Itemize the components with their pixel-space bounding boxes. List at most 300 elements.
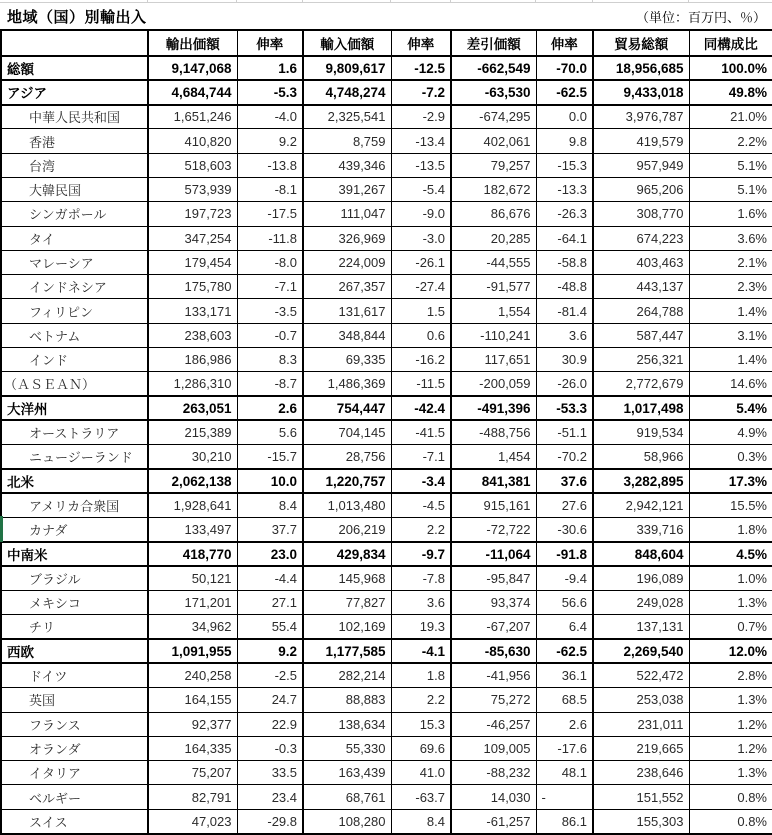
cell[interactable]: 48.1 [536, 761, 593, 785]
cell[interactable]: 75,272 [451, 688, 536, 712]
column-header[interactable]: 伸率 [391, 30, 451, 56]
cell[interactable]: 1.3% [689, 761, 772, 785]
cell[interactable]: 957,949 [593, 153, 689, 177]
cell[interactable]: -70.0 [536, 56, 593, 80]
cell[interactable]: -12.5 [391, 56, 451, 80]
cell[interactable]: 68.5 [536, 688, 593, 712]
cell[interactable]: 848,604 [593, 542, 689, 566]
cell[interactable]: 1.3% [689, 688, 772, 712]
cell[interactable]: 0.6 [391, 323, 451, 347]
cell[interactable]: -29.8 [237, 809, 303, 833]
cell[interactable]: -7.2 [391, 80, 451, 104]
cell[interactable]: 2.6 [237, 396, 303, 420]
cell[interactable]: 2.2 [391, 688, 451, 712]
cell[interactable]: 37.6 [536, 469, 593, 493]
cell[interactable]: -11.8 [237, 226, 303, 250]
cell[interactable]: 102,169 [303, 615, 391, 639]
cell[interactable]: 253,038 [593, 688, 689, 712]
cell[interactable]: 14.6% [689, 372, 772, 396]
cell[interactable]: 348,844 [303, 323, 391, 347]
cell[interactable]: 2.2% [689, 129, 772, 153]
row-label[interactable]: アメリカ合衆国 [1, 493, 148, 517]
cell[interactable]: -7.8 [391, 566, 451, 590]
cell[interactable]: 1.4% [689, 348, 772, 372]
cell[interactable]: 117,651 [451, 348, 536, 372]
row-label[interactable]: カナダ [1, 518, 148, 542]
cell[interactable]: 1.6 [237, 56, 303, 80]
cell[interactable]: 5.1% [689, 177, 772, 201]
cell[interactable]: 5.6 [237, 420, 303, 444]
row-label[interactable]: 香港 [1, 129, 148, 153]
cell[interactable]: 587,447 [593, 323, 689, 347]
cell[interactable]: 2,942,121 [593, 493, 689, 517]
cell[interactable]: 34,962 [148, 615, 237, 639]
cell[interactable]: 2,325,541 [303, 105, 391, 129]
column-header[interactable]: 差引価額 [451, 30, 536, 56]
row-label[interactable]: （ＡＳＥＡＮ） [1, 372, 148, 396]
cell[interactable]: -7.1 [391, 445, 451, 469]
cell[interactable]: 1,651,246 [148, 105, 237, 129]
cell[interactable]: -64.1 [536, 226, 593, 250]
cell[interactable]: 965,206 [593, 177, 689, 201]
cell[interactable]: -27.4 [391, 275, 451, 299]
cell[interactable]: -26.1 [391, 250, 451, 274]
cell[interactable]: -91,577 [451, 275, 536, 299]
cell[interactable]: 175,780 [148, 275, 237, 299]
cell[interactable]: -81.4 [536, 299, 593, 323]
cell[interactable]: 163,439 [303, 761, 391, 785]
cell[interactable]: 2.8% [689, 663, 772, 687]
cell[interactable]: 1,554 [451, 299, 536, 323]
cell[interactable]: -488,756 [451, 420, 536, 444]
cell[interactable]: -5.3 [237, 80, 303, 104]
cell[interactable]: 14,030 [451, 785, 536, 809]
cell[interactable]: 8.4 [391, 809, 451, 833]
cell[interactable]: -0.7 [237, 323, 303, 347]
cell[interactable]: 8.4 [237, 493, 303, 517]
cell[interactable]: 2.1% [689, 250, 772, 274]
cell[interactable]: 522,472 [593, 663, 689, 687]
cell[interactable]: 56.6 [536, 591, 593, 615]
cell[interactable]: 1,017,498 [593, 396, 689, 420]
cell[interactable]: 391,267 [303, 177, 391, 201]
column-header[interactable]: 伸率 [237, 30, 303, 56]
cell[interactable]: -41,956 [451, 663, 536, 687]
cell[interactable]: 3,282,895 [593, 469, 689, 493]
cell[interactable]: 1.8% [689, 518, 772, 542]
cell[interactable]: -46,257 [451, 712, 536, 736]
cell[interactable]: 3,976,787 [593, 105, 689, 129]
row-label[interactable]: インド [1, 348, 148, 372]
row-label[interactable]: タイ [1, 226, 148, 250]
cell[interactable]: 419,579 [593, 129, 689, 153]
cell[interactable]: -2.9 [391, 105, 451, 129]
column-header[interactable]: 輸入価額 [303, 30, 391, 56]
cell[interactable]: 133,497 [148, 518, 237, 542]
column-header[interactable]: 貿易総額 [593, 30, 689, 56]
cell[interactable]: 1.4% [689, 299, 772, 323]
cell[interactable]: 1,013,480 [303, 493, 391, 517]
cell[interactable]: 23.4 [237, 785, 303, 809]
cell[interactable]: 36.1 [536, 663, 593, 687]
column-header[interactable]: 伸率 [536, 30, 593, 56]
row-label[interactable]: 西欧 [1, 639, 148, 663]
cell[interactable]: - [536, 785, 593, 809]
cell[interactable]: -17.5 [237, 202, 303, 226]
cell[interactable]: 47,023 [148, 809, 237, 833]
cell[interactable]: 410,820 [148, 129, 237, 153]
cell[interactable]: 439,346 [303, 153, 391, 177]
cell[interactable]: -3.4 [391, 469, 451, 493]
cell[interactable]: 69,335 [303, 348, 391, 372]
cell[interactable]: 171,201 [148, 591, 237, 615]
cell[interactable]: 41.0 [391, 761, 451, 785]
cell[interactable]: 2,062,138 [148, 469, 237, 493]
cell[interactable]: -42.4 [391, 396, 451, 420]
cell[interactable]: 249,028 [593, 591, 689, 615]
cell[interactable]: 68,761 [303, 785, 391, 809]
cell[interactable]: 219,665 [593, 736, 689, 760]
cell[interactable]: 915,161 [451, 493, 536, 517]
cell[interactable]: 9.2 [237, 129, 303, 153]
cell[interactable]: 238,603 [148, 323, 237, 347]
column-header[interactable]: 輸出価額 [148, 30, 237, 56]
cell[interactable]: 55,330 [303, 736, 391, 760]
row-label[interactable]: ベルギー [1, 785, 148, 809]
cell[interactable]: -662,549 [451, 56, 536, 80]
cell[interactable]: -110,241 [451, 323, 536, 347]
cell[interactable]: 418,770 [148, 542, 237, 566]
cell[interactable]: 8.3 [237, 348, 303, 372]
cell[interactable]: 402,061 [451, 129, 536, 153]
cell[interactable]: 9,809,617 [303, 56, 391, 80]
cell[interactable]: 111,047 [303, 202, 391, 226]
cell[interactable]: -200,059 [451, 372, 536, 396]
cell[interactable]: -58.8 [536, 250, 593, 274]
cell[interactable]: 17.3% [689, 469, 772, 493]
cell[interactable]: 573,939 [148, 177, 237, 201]
cell[interactable]: -13.4 [391, 129, 451, 153]
cell[interactable]: -13.8 [237, 153, 303, 177]
cell[interactable]: 55.4 [237, 615, 303, 639]
cell[interactable]: 75,207 [148, 761, 237, 785]
cell[interactable]: -11,064 [451, 542, 536, 566]
cell[interactable]: 155,303 [593, 809, 689, 833]
cell[interactable]: -4.4 [237, 566, 303, 590]
row-label[interactable]: オランダ [1, 736, 148, 760]
cell[interactable]: -72,722 [451, 518, 536, 542]
cell[interactable]: -3.0 [391, 226, 451, 250]
cell[interactable]: 151,552 [593, 785, 689, 809]
cell[interactable]: -53.3 [536, 396, 593, 420]
cell[interactable]: 919,534 [593, 420, 689, 444]
cell[interactable]: 1,486,369 [303, 372, 391, 396]
row-label[interactable]: マレーシア [1, 250, 148, 274]
cell[interactable]: -62.5 [536, 80, 593, 104]
cell[interactable]: -30.6 [536, 518, 593, 542]
cell[interactable]: 754,447 [303, 396, 391, 420]
cell[interactable]: 2,269,540 [593, 639, 689, 663]
cell[interactable]: 282,214 [303, 663, 391, 687]
cell[interactable]: 308,770 [593, 202, 689, 226]
cell[interactable]: 69.6 [391, 736, 451, 760]
row-label[interactable]: スイス [1, 809, 148, 833]
cell[interactable]: 0.0 [536, 105, 593, 129]
cell[interactable]: 86.1 [536, 809, 593, 833]
cell[interactable]: 12.0% [689, 639, 772, 663]
cell[interactable]: 1.2% [689, 712, 772, 736]
row-label[interactable]: ブラジル [1, 566, 148, 590]
cell[interactable]: 131,617 [303, 299, 391, 323]
cell[interactable]: -15.7 [237, 445, 303, 469]
cell[interactable]: 179,454 [148, 250, 237, 274]
cell[interactable]: 403,463 [593, 250, 689, 274]
cell[interactable]: -674,295 [451, 105, 536, 129]
cell[interactable]: 2,772,679 [593, 372, 689, 396]
cell[interactable]: 5.1% [689, 153, 772, 177]
cell[interactable]: 1,454 [451, 445, 536, 469]
cell[interactable]: 9,147,068 [148, 56, 237, 80]
cell[interactable]: 196,089 [593, 566, 689, 590]
cell[interactable]: 224,009 [303, 250, 391, 274]
cell[interactable]: 27.1 [237, 591, 303, 615]
cell[interactable]: -63,530 [451, 80, 536, 104]
cell[interactable]: -85,630 [451, 639, 536, 663]
cell[interactable]: 1.2% [689, 736, 772, 760]
cell[interactable]: 206,219 [303, 518, 391, 542]
cell[interactable]: 1.3% [689, 591, 772, 615]
cell[interactable]: 30,210 [148, 445, 237, 469]
table-row [1, 639, 772, 663]
cell[interactable]: -3.5 [237, 299, 303, 323]
cell[interactable]: -26.0 [536, 372, 593, 396]
cell[interactable]: 674,223 [593, 226, 689, 250]
row-label[interactable]: チリ [1, 615, 148, 639]
cell[interactable]: -9.7 [391, 542, 451, 566]
cell[interactable]: 50,121 [148, 566, 237, 590]
cell[interactable]: 21.0% [689, 105, 772, 129]
cell[interactable]: 5.4% [689, 396, 772, 420]
cell[interactable]: -11.5 [391, 372, 451, 396]
cell[interactable]: 841,381 [451, 469, 536, 493]
cell[interactable]: 347,254 [148, 226, 237, 250]
cell[interactable]: -41.5 [391, 420, 451, 444]
cell[interactable]: 4,748,274 [303, 80, 391, 104]
cell[interactable]: 9,433,018 [593, 80, 689, 104]
cell[interactable]: 1,220,757 [303, 469, 391, 493]
cell[interactable]: 27.6 [536, 493, 593, 517]
cell[interactable]: 215,389 [148, 420, 237, 444]
row-label[interactable]: 台湾 [1, 153, 148, 177]
cell[interactable]: 100.0% [689, 56, 772, 80]
cell[interactable]: 186,986 [148, 348, 237, 372]
cell[interactable]: 3.6 [391, 591, 451, 615]
cell[interactable]: -67,207 [451, 615, 536, 639]
cell[interactable]: 3.1% [689, 323, 772, 347]
cell[interactable]: 0.3% [689, 445, 772, 469]
row-label[interactable]: ドイツ [1, 663, 148, 687]
cell[interactable]: -9.4 [536, 566, 593, 590]
cell[interactable]: 18,956,685 [593, 56, 689, 80]
row-label[interactable]: インドネシア [1, 275, 148, 299]
cell[interactable]: 2.6 [536, 712, 593, 736]
cell[interactable]: 28,756 [303, 445, 391, 469]
cell[interactable]: 2.2 [391, 518, 451, 542]
cell[interactable]: -70.2 [536, 445, 593, 469]
cell[interactable]: 339,716 [593, 518, 689, 542]
cell[interactable]: -8.0 [237, 250, 303, 274]
cell[interactable]: -63.7 [391, 785, 451, 809]
cell[interactable]: 238,646 [593, 761, 689, 785]
cell[interactable]: 704,145 [303, 420, 391, 444]
cell[interactable]: 23.0 [237, 542, 303, 566]
cell[interactable]: 3.6 [536, 323, 593, 347]
cell[interactable]: 231,011 [593, 712, 689, 736]
cell[interactable]: 164,155 [148, 688, 237, 712]
cell[interactable]: 240,258 [148, 663, 237, 687]
cell[interactable]: 88,883 [303, 688, 391, 712]
column-header[interactable]: 同構成比 [689, 30, 772, 56]
cell[interactable]: 138,634 [303, 712, 391, 736]
cell[interactable]: 49.8% [689, 80, 772, 104]
cell[interactable]: -5.4 [391, 177, 451, 201]
cell[interactable]: 0.7% [689, 615, 772, 639]
cell[interactable]: -13.5 [391, 153, 451, 177]
cell[interactable]: 108,280 [303, 809, 391, 833]
cell[interactable]: -62.5 [536, 639, 593, 663]
cell[interactable]: -0.3 [237, 736, 303, 760]
cell[interactable]: 10.0 [237, 469, 303, 493]
cell[interactable]: 37.7 [237, 518, 303, 542]
row-label[interactable]: シンガポール [1, 202, 148, 226]
cell[interactable]: -8.7 [237, 372, 303, 396]
cell[interactable]: -4.5 [391, 493, 451, 517]
cell[interactable]: -9.0 [391, 202, 451, 226]
cell[interactable]: 2.3% [689, 275, 772, 299]
cell[interactable]: -491,396 [451, 396, 536, 420]
row-label[interactable]: 中南米 [1, 542, 148, 566]
unit-note[interactable]: （単位：百万円、％） [635, 9, 766, 25]
cell[interactable]: -61,257 [451, 809, 536, 833]
cell[interactable]: 263,051 [148, 396, 237, 420]
cell[interactable]: -44,555 [451, 250, 536, 274]
row-label[interactable]: 大洋州 [1, 396, 148, 420]
row-label[interactable]: イタリア [1, 761, 148, 785]
cell[interactable]: -15.3 [536, 153, 593, 177]
cell[interactable]: 1,286,310 [148, 372, 237, 396]
cell[interactable]: 1,928,641 [148, 493, 237, 517]
cell[interactable]: 15.5% [689, 493, 772, 517]
cell[interactable]: 15.3 [391, 712, 451, 736]
cell[interactable]: -51.1 [536, 420, 593, 444]
cell[interactable]: 1.5 [391, 299, 451, 323]
cell[interactable]: 82,791 [148, 785, 237, 809]
cell[interactable]: -26.3 [536, 202, 593, 226]
corner-header-cell[interactable] [1, 30, 148, 56]
row-label[interactable]: ニュージーランド [1, 445, 148, 469]
cell[interactable]: 3.6% [689, 226, 772, 250]
cell[interactable]: 1.8 [391, 663, 451, 687]
cell[interactable]: -4.0 [237, 105, 303, 129]
cell[interactable]: 182,672 [451, 177, 536, 201]
cell[interactable]: -13.3 [536, 177, 593, 201]
row-label[interactable]: 英国 [1, 688, 148, 712]
row-label[interactable]: メキシコ [1, 591, 148, 615]
cell[interactable]: 0.8% [689, 785, 772, 809]
cell[interactable]: 1.6% [689, 202, 772, 226]
cell[interactable]: 86,676 [451, 202, 536, 226]
cell[interactable]: 9.8 [536, 129, 593, 153]
cell[interactable]: -7.1 [237, 275, 303, 299]
row-label[interactable]: フランス [1, 712, 148, 736]
cell[interactable]: 256,321 [593, 348, 689, 372]
cell[interactable]: 4.5% [689, 542, 772, 566]
cell[interactable]: -8.1 [237, 177, 303, 201]
cell[interactable]: 77,827 [303, 591, 391, 615]
cell[interactable]: 22.9 [237, 712, 303, 736]
row-label[interactable]: フィリピン [1, 299, 148, 323]
cell[interactable]: -16.2 [391, 348, 451, 372]
row-label[interactable]: アジア [1, 80, 148, 104]
cell[interactable]: 4,684,744 [148, 80, 237, 104]
cell[interactable]: 8,759 [303, 129, 391, 153]
cell[interactable]: 0.8% [689, 809, 772, 833]
cell[interactable]: 30.9 [536, 348, 593, 372]
cell[interactable]: 1,177,585 [303, 639, 391, 663]
cell[interactable]: -88,232 [451, 761, 536, 785]
row-label[interactable]: 中華人民共和国 [1, 105, 148, 129]
cell[interactable]: 20,285 [451, 226, 536, 250]
cell[interactable]: 4.9% [689, 420, 772, 444]
cell[interactable]: -95,847 [451, 566, 536, 590]
cell[interactable]: 19.3 [391, 615, 451, 639]
cell[interactable]: 109,005 [451, 736, 536, 760]
cell[interactable]: 33.5 [237, 761, 303, 785]
cell[interactable]: 1.0% [689, 566, 772, 590]
cell[interactable]: 443,137 [593, 275, 689, 299]
page-title[interactable]: 地域（国）別輸出入 [7, 8, 147, 26]
row-label[interactable]: 大韓民国 [1, 177, 148, 201]
cell[interactable]: 518,603 [148, 153, 237, 177]
cell[interactable]: 197,723 [148, 202, 237, 226]
cell[interactable]: 6.4 [536, 615, 593, 639]
row-label[interactable]: ベトナム [1, 323, 148, 347]
cell[interactable]: 9.2 [237, 639, 303, 663]
cell[interactable]: 93,374 [451, 591, 536, 615]
cell[interactable]: -91.8 [536, 542, 593, 566]
cell[interactable]: 264,788 [593, 299, 689, 323]
cell[interactable]: 92,377 [148, 712, 237, 736]
cell[interactable]: 137,131 [593, 615, 689, 639]
cell[interactable]: 429,834 [303, 542, 391, 566]
cell[interactable]: 164,335 [148, 736, 237, 760]
cell[interactable]: 145,968 [303, 566, 391, 590]
row-label[interactable]: 北米 [1, 469, 148, 493]
row-label[interactable]: オーストラリア [1, 420, 148, 444]
cell[interactable]: 133,171 [148, 299, 237, 323]
cell[interactable]: -17.6 [536, 736, 593, 760]
cell[interactable]: -48.8 [536, 275, 593, 299]
cell[interactable]: -4.1 [391, 639, 451, 663]
cell[interactable]: 58,966 [593, 445, 689, 469]
cell[interactable]: 1,091,955 [148, 639, 237, 663]
cell[interactable]: 79,257 [451, 153, 536, 177]
row-label[interactable]: 総額 [1, 56, 148, 80]
cell[interactable]: 267,357 [303, 275, 391, 299]
cell[interactable]: -2.5 [237, 663, 303, 687]
cell[interactable]: 24.7 [237, 688, 303, 712]
cell[interactable]: 326,969 [303, 226, 391, 250]
